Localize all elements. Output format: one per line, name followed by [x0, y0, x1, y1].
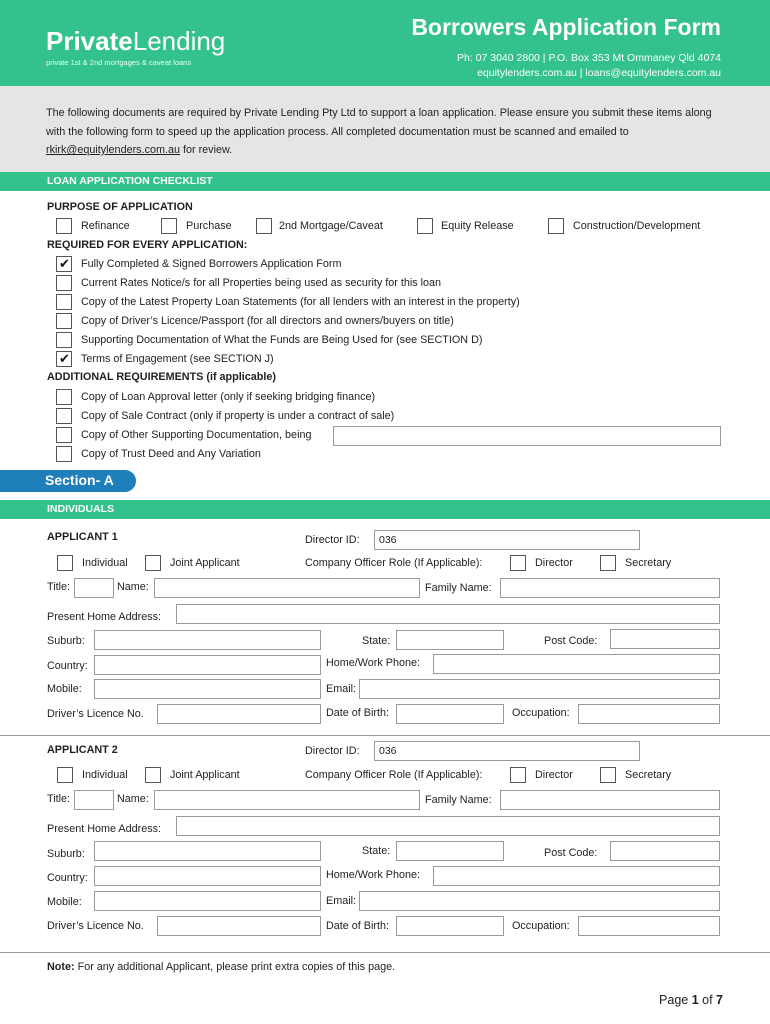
additional-item-label: Copy of Other Supporting Documentation, being — [81, 429, 312, 441]
individuals-bar-label: INDIVIDUALS — [47, 503, 115, 515]
form-title: Borrowers Application Form — [411, 14, 721, 40]
checkbox-additional-loan-approval[interactable] — [56, 389, 72, 405]
checkbox-additional-sale-contract[interactable] — [56, 408, 72, 424]
applicant-2-country-input[interactable] — [94, 866, 321, 886]
secretary-label: Secretary — [625, 769, 672, 781]
applicant-2-address-input[interactable] — [176, 816, 720, 836]
applicant-1-licence-input[interactable] — [157, 704, 321, 724]
applicant-2-suburb-input[interactable] — [94, 841, 321, 861]
section-a-label: Section- A — [45, 472, 114, 488]
applicant-2-licence-input[interactable] — [157, 916, 321, 936]
required-item-label: Copy of Driver’s Licence/Passport (for all directors and owners/buyers on title) — [81, 315, 454, 327]
applicant-1-family-name-input[interactable] — [500, 578, 720, 598]
state-label: State: — [362, 635, 391, 647]
officer-role-label: Company Officer Role (If Applicable): — [305, 557, 483, 569]
applicant-1-mobile-input[interactable] — [94, 679, 321, 699]
applicant-1-dob-input[interactable] — [396, 704, 504, 724]
applicant-2-heading: APPLICANT 2 — [47, 744, 118, 756]
applicant-2-family-name-input[interactable] — [500, 790, 720, 810]
checkbox-label-2nd-mortgage: 2nd Mortgage/Caveat — [279, 220, 383, 232]
applicant-2-email-input[interactable] — [359, 891, 720, 911]
brand-tagline: private 1st & 2nd mortgages & caveat loans — [46, 58, 192, 67]
phone-label: Home/Work Phone: — [326, 657, 421, 669]
checkbox-label-equity-release: Equity Release — [441, 220, 514, 232]
applicant-1-address-input[interactable] — [176, 604, 720, 624]
required-item-label: Supporting Documentation of What the Funds are Being Used for (see SECTION D) — [81, 334, 483, 346]
dob-label: Date of Birth: — [326, 707, 390, 719]
applicant-1-individual-checkbox[interactable] — [57, 555, 73, 571]
country-label: Country: — [47, 660, 88, 672]
joint-applicant-label: Joint Applicant — [170, 769, 240, 781]
email-label: Email: — [326, 895, 356, 907]
applicant-1-director-id-value: 036 — [379, 534, 397, 546]
joint-applicant-label: Joint Applicant — [170, 557, 240, 569]
mobile-label: Mobile: — [47, 896, 82, 908]
applicant-1-email-input[interactable] — [359, 679, 720, 699]
phone-label: Home/Work Phone: — [326, 869, 421, 881]
checkbox-refinance[interactable] — [56, 218, 72, 234]
applicant-1-country-input[interactable] — [94, 655, 321, 675]
additional-item-label: Copy of Sale Contract (only if property is under a contract of sale) — [81, 410, 395, 422]
additional-item-label: Copy of Loan Approval letter (only if seeking bridging finance) — [81, 391, 376, 403]
checkbox-required-funds[interactable] — [56, 332, 72, 348]
intro-email-link[interactable]: rkirk@equitylenders.com.au — [46, 144, 180, 156]
checkbox-additional-other-docs[interactable] — [56, 427, 72, 443]
applicant-2-post-code-input[interactable] — [610, 841, 720, 861]
applicant-2-director-id-input[interactable] — [374, 741, 640, 761]
applicant-2-director-id-value: 036 — [379, 745, 397, 757]
individual-label: Individual — [82, 769, 128, 781]
secretary-label: Secretary — [625, 557, 672, 569]
applicant-2-phone-input[interactable] — [433, 866, 720, 886]
required-item-label: Fully Completed & Signed Borrowers Application Form — [81, 258, 342, 270]
purpose-heading: PURPOSE OF APPLICATION — [47, 201, 193, 213]
director-label: Director — [535, 769, 573, 781]
brand-name-light: Lending — [132, 26, 226, 56]
checkbox-required-terms[interactable] — [56, 351, 72, 367]
applicant-2-state-input[interactable] — [396, 841, 504, 861]
director-id-label: Director ID: — [305, 534, 360, 546]
applicant-divider — [0, 735, 770, 736]
name-label: Name: — [117, 581, 149, 593]
address-label: Present Home Address: — [47, 823, 162, 835]
name-label: Name: — [117, 793, 149, 805]
family-name-label: Family Name: — [425, 794, 492, 806]
applicant-1-director-checkbox[interactable] — [510, 555, 526, 571]
country-label: Country: — [47, 872, 88, 884]
applicant-2-secretary-checkbox[interactable] — [600, 767, 616, 783]
dob-label: Date of Birth: — [326, 920, 390, 932]
suburb-label: Suburb: — [47, 848, 85, 860]
applicant-2-occupation-input[interactable] — [578, 916, 720, 936]
page-number — [659, 993, 723, 1007]
checkbox-purchase[interactable] — [161, 218, 177, 234]
checkbox-label-refinance: Refinance — [81, 220, 130, 232]
checkbox-additional-trust-deed[interactable] — [56, 446, 72, 462]
applicant-2-individual-checkbox[interactable] — [57, 767, 73, 783]
applicant-2-dob-input[interactable] — [396, 916, 504, 936]
checkbox-required-loan-statements[interactable] — [56, 294, 72, 310]
page-prefix: Page — [659, 993, 692, 1007]
applicant-1-phone-input[interactable] — [433, 654, 720, 674]
footer-note — [47, 961, 395, 973]
state-label: State: — [362, 845, 391, 857]
applicant-1-heading: APPLICANT 1 — [47, 531, 118, 543]
footer-divider — [0, 952, 770, 953]
post-code-label: Post Code: — [544, 847, 598, 859]
director-id-label: Director ID: — [305, 745, 360, 757]
occupation-label: Occupation: — [512, 920, 570, 932]
checkbox-label-purchase: Purchase — [186, 220, 232, 232]
checklist-bar — [0, 172, 770, 191]
intro-text — [46, 104, 726, 160]
checkbox-construction[interactable] — [548, 218, 564, 234]
address-label: Present Home Address: — [47, 611, 162, 623]
required-item-label: Terms of Engagement (see SECTION J) — [81, 353, 274, 365]
checkbox-required-licence[interactable] — [56, 313, 72, 329]
intro-text-end: for review. — [179, 144, 233, 156]
applicant-1-title-input[interactable] — [74, 578, 114, 598]
page-of: of — [698, 993, 717, 1007]
applicant-1-name-input[interactable] — [154, 578, 420, 598]
applicant-1-post-code-input[interactable] — [610, 629, 720, 649]
page-current: 1 — [691, 993, 699, 1007]
applicant-2-joint-checkbox[interactable] — [145, 767, 161, 783]
other-docs-input[interactable] — [333, 426, 721, 446]
email-label: Email: — [326, 683, 356, 695]
applicant-1-state-input[interactable] — [396, 630, 504, 650]
individuals-bar — [0, 500, 770, 519]
suburb-label: Suburb: — [47, 635, 85, 647]
applicant-1-secretary-checkbox[interactable] — [600, 555, 616, 571]
checkbox-required-form[interactable] — [56, 256, 72, 272]
footer-note-text: For any additional Applicant, please print extra copies of this page. — [74, 961, 396, 973]
page-total: 7 — [716, 993, 723, 1007]
checklist-bar-label: LOAN APPLICATION CHECKLIST — [47, 175, 213, 187]
section-a-tab — [0, 470, 136, 492]
additional-heading: ADDITIONAL REQUIREMENTS (if applicable) — [47, 371, 276, 383]
checkbox-required-rates[interactable] — [56, 275, 72, 291]
applicant-2-mobile-input[interactable] — [94, 891, 321, 911]
occupation-label: Occupation: — [512, 707, 570, 719]
required-item-label: Copy of the Latest Property Loan Statements (for all lenders with an interest in the property) — [81, 296, 520, 308]
applicant-2-director-checkbox[interactable] — [510, 767, 526, 783]
applicant-2-name-input[interactable] — [154, 790, 420, 810]
footer-note-label: Note: — [47, 961, 75, 973]
title-label: Title: — [47, 793, 70, 805]
contact-line-2: equitylenders.com.au | loans@equitylenders.com.au — [477, 67, 721, 79]
contact-line-1: Ph: 07 3040 2800 | P.O. Box 353 Mt Ommaney Qld 4074 — [456, 52, 721, 64]
brand-name-bold: Private — [46, 26, 133, 56]
director-label: Director — [535, 557, 573, 569]
applicant-1-occupation-input[interactable] — [578, 704, 720, 724]
title-label: Title: — [47, 581, 70, 593]
checkbox-equity-release[interactable] — [417, 218, 433, 234]
licence-label: Driver’s Licence No. — [47, 708, 144, 720]
intro-text-body: The following documents are required by Private Lending Pty Ltd to support a loan application. Please ensure you submit these items along with the following form to speed up the application process. All completed documentation must be scanned and emailed to — [46, 107, 712, 138]
mobile-label: Mobile: — [47, 683, 82, 695]
applicant-1-suburb-input[interactable] — [94, 630, 321, 650]
required-item-label: Current Rates Notice/s for all Properties being used as security for this loan — [81, 277, 442, 289]
applicant-1-joint-checkbox[interactable] — [145, 555, 161, 571]
individual-label: Individual — [82, 557, 128, 569]
officer-role-label: Company Officer Role (If Applicable): — [305, 769, 483, 781]
additional-item-label: Copy of Trust Deed and Any Variation — [81, 448, 261, 460]
post-code-label: Post Code: — [544, 635, 598, 647]
brand-logo — [46, 26, 225, 56]
applicant-2-title-input[interactable] — [74, 790, 114, 810]
licence-label: Driver’s Licence No. — [47, 920, 144, 932]
required-heading: REQUIRED FOR EVERY APPLICATION: — [47, 239, 248, 251]
family-name-label: Family Name: — [425, 582, 492, 594]
checkbox-label-construction: Construction/Development — [573, 220, 701, 232]
applicant-1-director-id-input[interactable] — [374, 530, 640, 550]
checkbox-2nd-mortgage[interactable] — [256, 218, 272, 234]
